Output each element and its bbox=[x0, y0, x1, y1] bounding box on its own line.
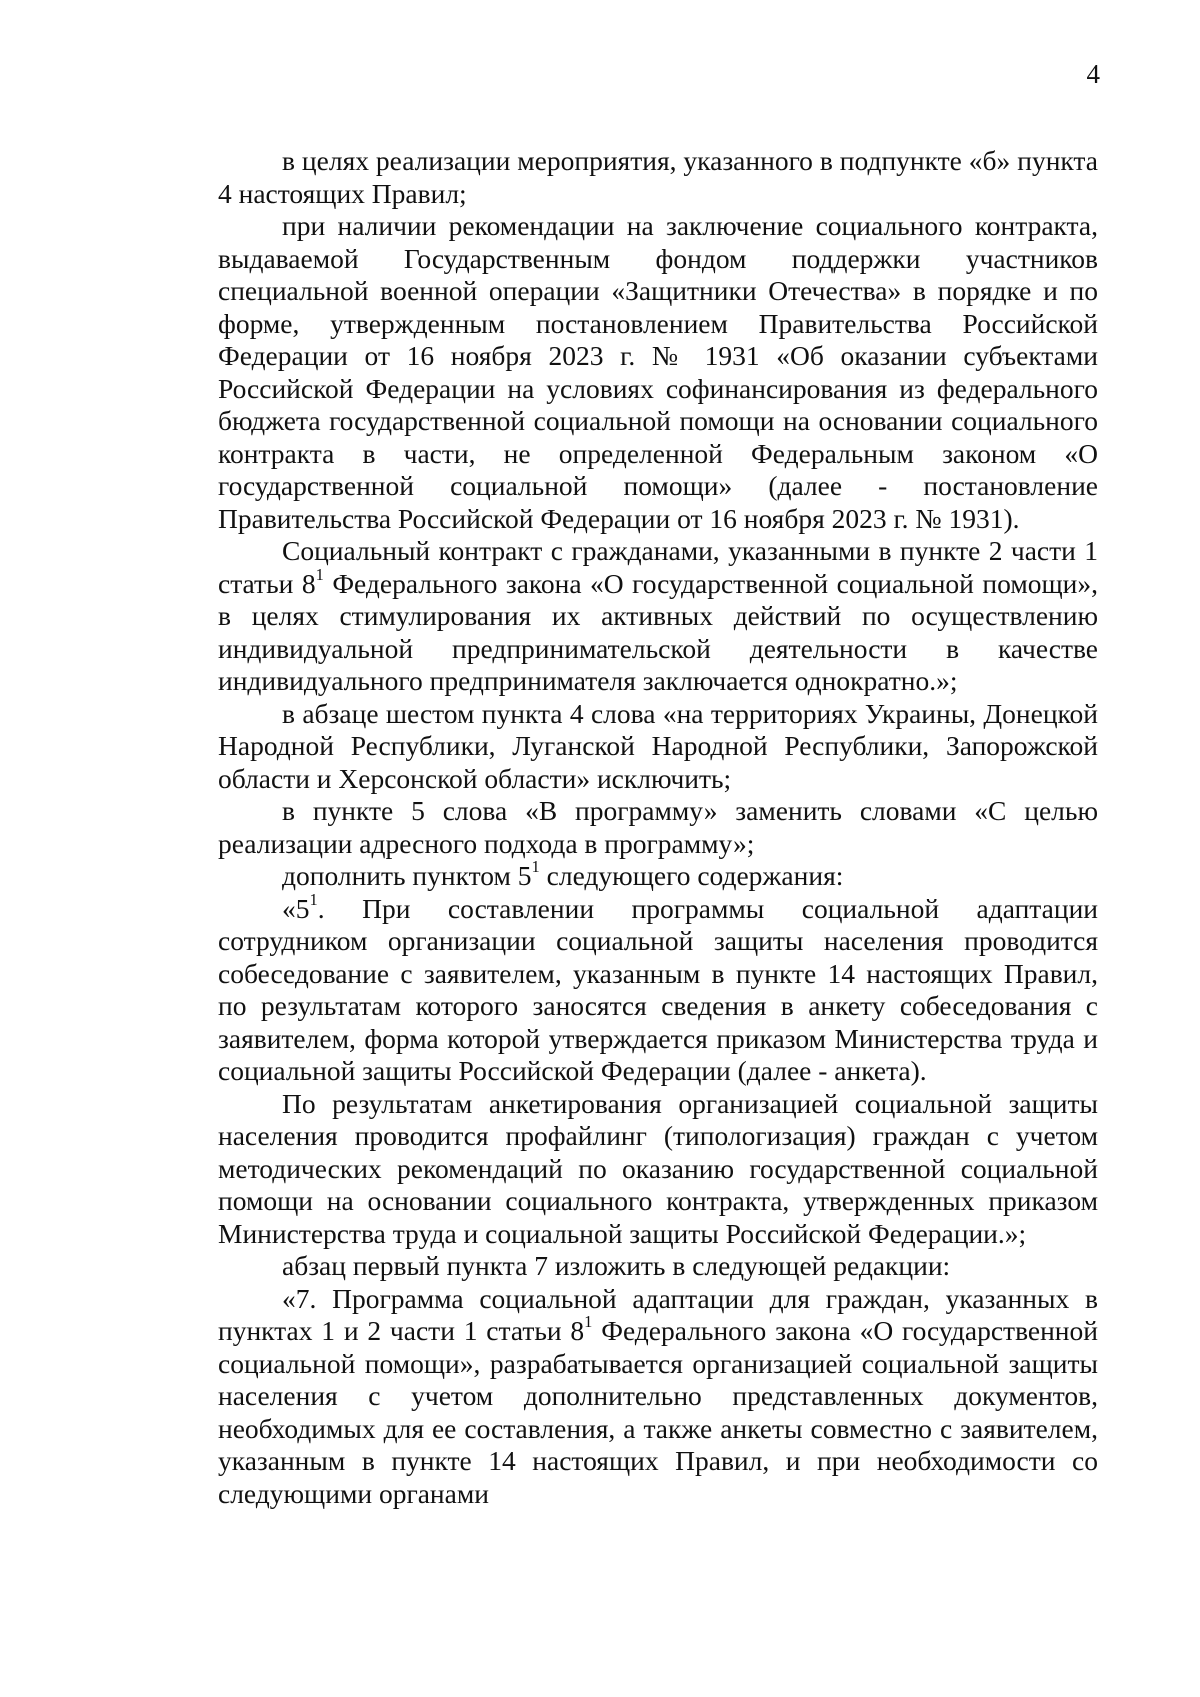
paragraph-text: Федерального закона «О государственной социальной помощи», разрабатывается организацией социальной защиты населения с учетом дополнительно представленных документов, необходимых для ее составления, а также анкеты совместно с заявителем, указанным в пункте 14 настоящих Правил, и при необходимости со следующими органами bbox=[218, 1315, 1098, 1509]
paragraph-7 bbox=[218, 889, 1098, 1088]
paragraph-text: . При составлении программы социальной адаптации сотрудником организации социальной защиты населения проводится собеседование с заявителем, указанным в пункте 14 настоящих Правил, по результатам которого заносятся сведения в анкету собеседования с заявителем, форма которой утверждается приказом Министерства труда и социальной защиты Российской Федерации (далее - анкета). bbox=[218, 892, 1098, 1086]
paragraph-1 bbox=[218, 145, 1098, 210]
paragraph-text: «7. Программа социальной адаптации для граждан, указанных в пунктах 1 и 2 части 1 статьи 8 bbox=[218, 1282, 1098, 1346]
paragraph-8 bbox=[218, 1088, 1098, 1251]
paragraph-6 bbox=[218, 857, 1098, 893]
paragraph-text: при наличии рекомендации на заключение социального контракта, выдаваемой Государственным фондом поддержки участников специальной военной операции «Защитники Отечества» в порядке и по форме, утвержденным постановлением Правительства Российской Федерации от 16 ноября 2023 г. № 1931 «Об оказании субъектами Российской Федерации на условиях софинансирования из федерального бюджета государственной социальной помощи на основании социального контракта в части, не определенной Федеральным законом «О государственной социальной помощи» (далее - постановление Правительства Российской Федерации от 16 ноября 2023 г. № 1931). bbox=[218, 210, 1098, 534]
paragraph-5 bbox=[218, 795, 1098, 860]
paragraph-text: абзац первый пункта 7 изложить в следующей редакции: bbox=[282, 1250, 951, 1281]
paragraph-text: Социальный контракт с гражданами, указанными в пункте 2 части 1 статьи 8 bbox=[218, 535, 1098, 599]
document-body bbox=[218, 145, 1098, 1510]
paragraph-text: Федерального закона «О государственной социальной помощи», в целях стимулирования их активных действий по осуществлению индивидуальной предпринимательской деятельности в качестве индивидуального предпринимателя заключается однократно.»; bbox=[218, 567, 1098, 696]
paragraph-3 bbox=[218, 535, 1098, 698]
paragraph-text: дополнить пунктом 5 bbox=[282, 860, 532, 891]
paragraph-9 bbox=[218, 1250, 1098, 1283]
page-number: 4 bbox=[1086, 59, 1100, 89]
paragraph-2 bbox=[218, 210, 1098, 535]
paragraph-text: в целях реализации мероприятия, указанного в подпункте «б» пункта 4 настоящих Правил; bbox=[218, 145, 1098, 209]
superscript-index: 1 bbox=[584, 1312, 593, 1332]
paragraph-text: По результатам анкетирования организацией социальной защиты населения проводится профайлинг (типологизация) граждан с учетом методических рекомендаций по оказанию государственной социальной помощи на основании социального контракта, утвержденных приказом Министерства труда и социальной защиты Российской Федерации.»; bbox=[218, 1087, 1098, 1249]
paragraph-10 bbox=[218, 1283, 1098, 1511]
superscript-index: 1 bbox=[315, 564, 324, 584]
paragraph-text: следующего содержания: bbox=[539, 860, 844, 891]
paragraph-4 bbox=[218, 698, 1098, 796]
paragraph-text: «5 bbox=[282, 892, 310, 924]
paragraph-text: в абзаце шестом пункта 4 слова «на территориях Украины, Донецкой Народной Республики, Луганской Народной Республики, Запорожской области и Херсонской области» исключить; bbox=[218, 697, 1098, 794]
superscript-index: 1 bbox=[531, 857, 540, 877]
paragraph-text: в пункте 5 слова «В программу» заменить словами «С целью реализации адресного подхода в программу»; bbox=[218, 795, 1098, 859]
superscript-index: 1 bbox=[309, 889, 318, 909]
